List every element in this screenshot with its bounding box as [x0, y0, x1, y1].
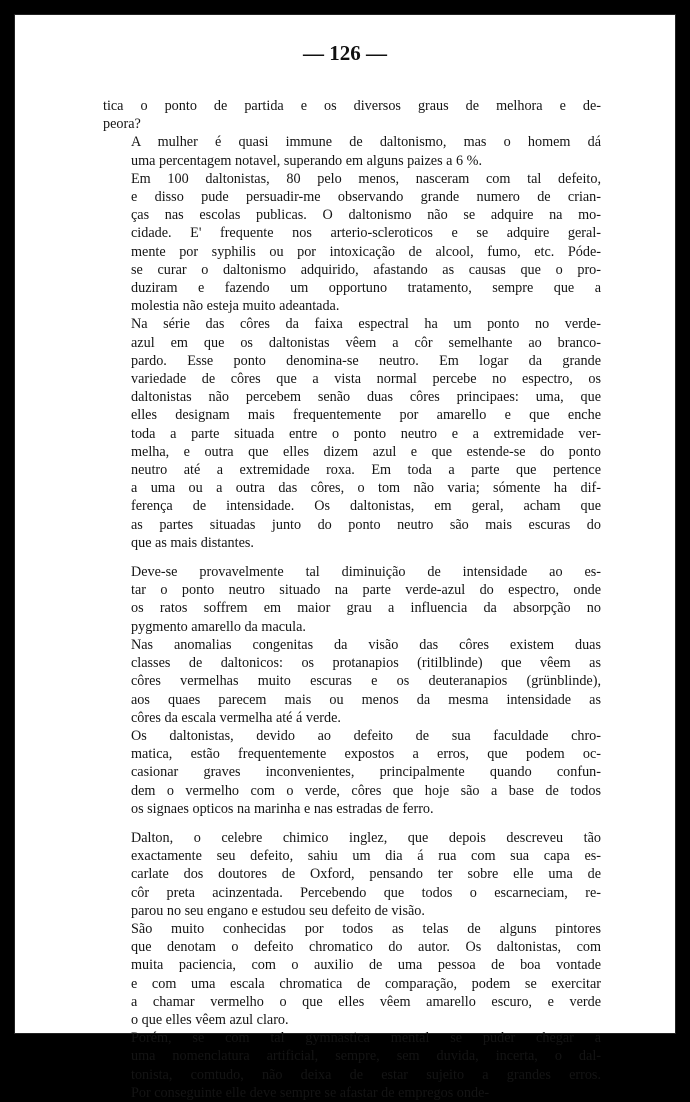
text-line: Na série das côres da faixa espectral ha um ponto no verde- — [131, 316, 601, 333]
text-line: uma nomenclatura artificial, sempre, sem duvida, incerta, o dal- — [131, 1048, 601, 1065]
paragraph — [103, 97, 601, 133]
text-line: Deve-se provavelmente tal diminuição de intensidade ao es- — [131, 564, 601, 581]
paragraph — [103, 1029, 601, 1102]
text-line: Nas anomalias congenitas da visão das côres existem duas — [131, 636, 601, 653]
text-line: toda a parte situada entre o ponto neutro e a extremidade ver- — [131, 425, 601, 442]
text-line: exactamente seu defeito, sahiu um dia á rua com sua capa es- — [131, 848, 601, 865]
text-line: Dalton, o celebre chimico inglez, que depois descreveu tão — [131, 829, 601, 846]
paragraph — [103, 920, 601, 1029]
text-line: o que elles vêem azul claro. — [131, 1011, 289, 1028]
paragraph — [103, 829, 601, 920]
text-line: côr preta acinzentada. Percebendo que todos o escarneciam, re- — [131, 884, 601, 901]
body-text — [103, 97, 601, 1102]
text-line: cidade. E' frequente nos arterio-scleroticos e se adquire geral- — [131, 225, 601, 242]
text-line: a uma ou a outra das côres, o tom não varia; sómente ha dif- — [131, 480, 601, 497]
text-line: casionar graves inconvenientes, principalmente quando confun- — [131, 764, 601, 781]
text-line: azul em que os daltonistas vêem a côr semelhante ao branco- — [131, 334, 601, 351]
text-line: Por conseguinte elle deve sempre se afastar de empregos onde- — [131, 1084, 490, 1101]
text-line: os ratos soffrem em maior grau a influencia da absorpção no — [131, 600, 601, 617]
text-line: matica, estão frequentemente expostos a erros, que podem oc- — [131, 746, 601, 763]
paragraph — [103, 170, 601, 316]
text-line: ferença de intensidade. Os daltonistas, em geral, acham que — [131, 498, 601, 515]
text-line: A mulher é quasi immune de daltonismo, mas o homem dá — [131, 134, 601, 151]
text-line: pardo. Esse ponto denomina-se neutro. Em logar da grande — [131, 352, 601, 369]
text-line: daltonistas não percebem senão duas côres principaes: uma, que — [131, 389, 601, 406]
text-line: e com uma escala chromatica de comparação, podem se exercitar — [131, 975, 601, 992]
paragraph — [103, 563, 601, 636]
text-line: mente por syphilis ou por intoxicação de alcool, fumo, etc. Póde- — [131, 243, 601, 260]
text-line: parou no seu engano e estudou seu defeito de visão. — [131, 902, 425, 919]
text-line: uma percentagem notavel, superando em alguns paizes a 6 %. — [131, 152, 483, 169]
text-line: classes de daltonicos: os protanapios (ritilblinde) que vêem as — [131, 655, 601, 672]
text-line: São muito conhecidas por todos as telas de alguns pintores — [131, 920, 601, 937]
paragraph — [103, 727, 601, 818]
text-line: muita paciencia, com o auxilio de uma pessoa de boa vontade — [131, 957, 601, 974]
paragraph — [103, 315, 601, 552]
text-line: dem o vermelho com o verde, côres que hoje são a base de todos — [131, 782, 601, 799]
text-line: peora? — [103, 116, 141, 133]
text-line: elles designam mais frequentemente por amarello e que enche — [131, 407, 601, 424]
text-line: Em 100 daltonistas, 80 pelo menos, nasceram com tal defeito, — [131, 170, 601, 187]
text-line: tonista, comtudo, não deixa de estar sujeito a grandes erros. — [131, 1066, 601, 1083]
text-line: pygmento amarello da macula. — [131, 618, 306, 635]
text-line: se curar o daltonismo adquirido, afastando as causas que o pro- — [131, 261, 601, 278]
paragraph — [103, 636, 601, 727]
text-line: neutro até a extremidade roxa. Em toda a parte que pertence — [131, 462, 601, 479]
text-line: e disso pude persuadir-me observando grande numero de crian- — [131, 189, 601, 206]
text-line: côres vermelhas muito escuras e os deuteranapios (grünblinde), — [131, 673, 601, 690]
text-line: duziram e fazendo um opportuno tratamento, sempre que a — [131, 280, 601, 297]
text-line: os signaes opticos na marinha e nas estradas de ferro. — [131, 800, 434, 817]
text-line: tar o ponto neutro situado na parte verde-azul do espectro, onde — [131, 582, 601, 599]
text-line: a chamar vermelho o que elles vêem amarello escuro, e verde — [131, 993, 601, 1010]
text-line: Porém, se com tal gymnastica mental se puder chegar a — [131, 1030, 601, 1047]
text-line: ças nas escolas publicas. O daltonismo não se adquire na mo- — [131, 207, 601, 224]
paragraph — [103, 133, 601, 169]
text-line: côres da escala vermelha até á verde. — [131, 709, 341, 726]
book-page — [14, 14, 676, 1101]
text-line: molestia não esteja muito adeantada. — [131, 298, 340, 315]
text-line: Os daltonistas, devido ao defeito de sua faculdade chro- — [131, 727, 601, 744]
text-line: as partes situadas junto do ponto neutro são mais escuras do — [131, 516, 601, 533]
page-number: — 126 — — [303, 41, 387, 65]
text-line: que denotam o defeito chromatico do autor. Os daltonistas, com — [131, 939, 601, 956]
text-line: tica o ponto de partida e os diversos graus de melhora e de- — [103, 98, 601, 114]
text-line: aos quaes parecem mais ou menos da mesma intensidade as — [131, 691, 601, 708]
text-line: melha, e outra que elles dizem azul e que estende-se do ponto — [131, 443, 601, 460]
text-line: variedade de côres que a vista normal percebe no espectro, os — [131, 371, 601, 388]
text-line: que as mais distantes. — [131, 534, 254, 551]
text-line: carlate dos doutores de Oxford, pensando ter sobre elle uma de — [131, 866, 601, 883]
